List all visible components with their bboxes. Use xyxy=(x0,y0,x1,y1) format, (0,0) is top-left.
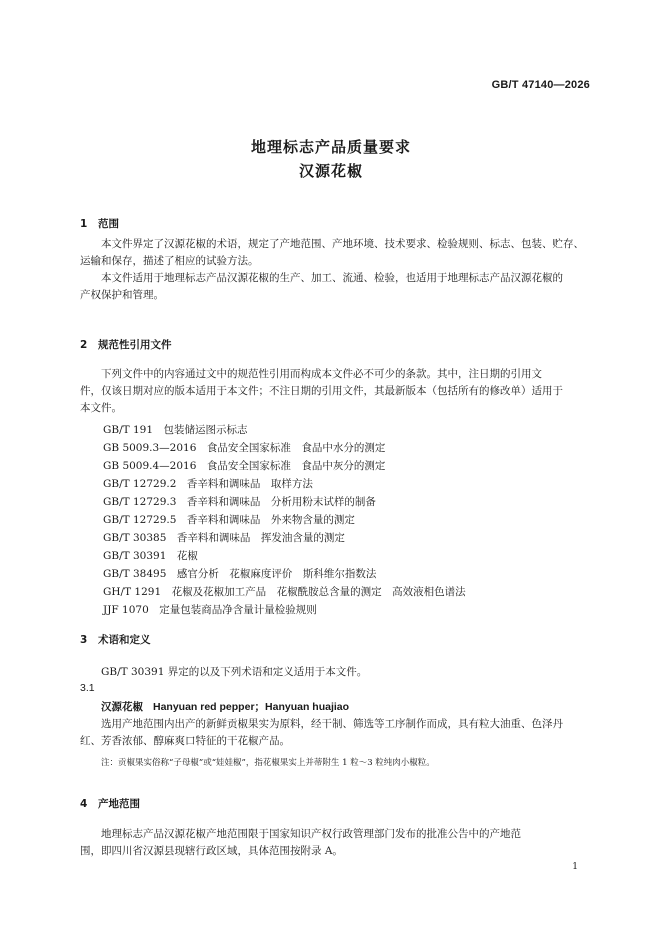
reference-item: GB/T 12729.5 香辛料和调味品 外来物含量的测定 xyxy=(103,514,355,526)
reference-item: GB/T 12729.3 香辛料和调味品 分析用粉末试样的制备 xyxy=(103,496,376,508)
reference-item: GH/T 1291 花椒及花椒加工产品 花椒酰胺总含量的测定 高效液相色谱法 xyxy=(103,586,466,598)
reference-item: JJF 1070 定量包装商品净含量计量检验规则 xyxy=(103,604,317,616)
text-line: 本文件适用于地理标志产品汉源花椒的生产、加工、流通、检验，也适用于地理标志产品汉源花椒的 xyxy=(101,272,563,284)
reference-item: GB 5009.4—2016 食品安全国家标准 食品中灰分的测定 xyxy=(103,460,386,472)
text-line: 本文件。 xyxy=(80,402,122,414)
section-number: 1 xyxy=(80,218,88,230)
section-heading-terms xyxy=(80,632,151,647)
text-line: 下列文件中的内容通过文中的规范性引用而构成本文件必不可少的条款。其中，注日期的引用文 xyxy=(101,368,542,380)
text-line: 运输和保存，描述了相应的试验方法。 xyxy=(80,255,259,267)
section-number: 3 xyxy=(80,634,88,646)
term-english: Hanyuan red pepper；Hanyuan huajiao xyxy=(153,701,350,713)
reference-item: GB/T 30385 香辛料和调味品 挥发油含量的测定 xyxy=(103,532,345,544)
reference-item: GB/T 12729.2 香辛料和调味品 取样方法 xyxy=(103,478,313,490)
references-intro-paragraph xyxy=(80,366,592,417)
text-line: 件，仅该日期对应的版本适用于本文件；不注日期的引用文件，其最新版本（包括所有的修改单）适用于 xyxy=(80,385,563,397)
text-line: GB/T 30391 界定的以及下列术语和定义适用于本文件。 xyxy=(101,666,368,678)
section-heading-origin-area xyxy=(80,796,140,811)
term-entry xyxy=(101,699,349,714)
term-chinese: 汉源花椒 xyxy=(101,701,143,713)
document-subtitle: 汉源花椒 xyxy=(298,162,363,180)
origin-area-paragraph xyxy=(80,826,592,860)
document-title: 地理标志产品质量要求 xyxy=(250,138,411,156)
section-title: 术语和定义 xyxy=(98,634,151,646)
section-title: 范围 xyxy=(98,218,119,230)
text-line: 地理标志产品汉源花椒产地范围限于国家知识产权行政管理部门发布的批准公告中的产地范 xyxy=(101,828,521,840)
terms-intro-paragraph xyxy=(80,664,592,681)
reference-item: GB/T 191 包装储运图示标志 xyxy=(103,424,248,436)
term-number: 3.1 xyxy=(80,682,95,694)
section-heading-normative-references xyxy=(80,337,172,352)
section-number: 4 xyxy=(80,798,88,810)
term-note: 注：贡椒果实俗称“子母椒”或“娃娃椒”，指花椒果实上并蒂附生 1 粒～3 粒纯肉小椒粒。 xyxy=(101,758,435,768)
section-title: 规范性引用文件 xyxy=(98,339,172,351)
section-heading-scope xyxy=(80,216,119,231)
text-line: 围，即四川省汉源县现辖行政区域，具体范围按附录 A。 xyxy=(80,845,343,857)
text-line: 选用产地范围内出产的新鲜贡椒果实为原料，经干制、筛选等工序制作而成，具有粒大油重、色泽丹 xyxy=(101,718,563,730)
text-line: 本文件界定了汉源花椒的术语，规定了产地范围、产地环境、技术要求、检验规则、标志、包装、贮存、 xyxy=(101,238,584,250)
term-definition xyxy=(80,716,592,750)
reference-item: GB 5009.3—2016 食品安全国家标准 食品中水分的测定 xyxy=(103,442,386,454)
scope-paragraph-2 xyxy=(80,270,592,304)
scope-paragraph-1 xyxy=(80,236,592,270)
reference-item: GB/T 38495 感官分析 花椒麻度评价 斯科维尔指数法 xyxy=(103,568,377,580)
text-line: 红、芳香浓郁、醇麻爽口特征的干花椒产品。 xyxy=(80,735,290,747)
page-number: 1 xyxy=(572,862,578,872)
standard-number: GB/T 47140—2026 xyxy=(491,79,590,91)
section-number: 2 xyxy=(80,339,88,351)
reference-item: GB/T 30391 花椒 xyxy=(103,550,198,562)
section-title: 产地范围 xyxy=(98,798,140,810)
text-line: 产权保护和管理。 xyxy=(80,289,164,301)
